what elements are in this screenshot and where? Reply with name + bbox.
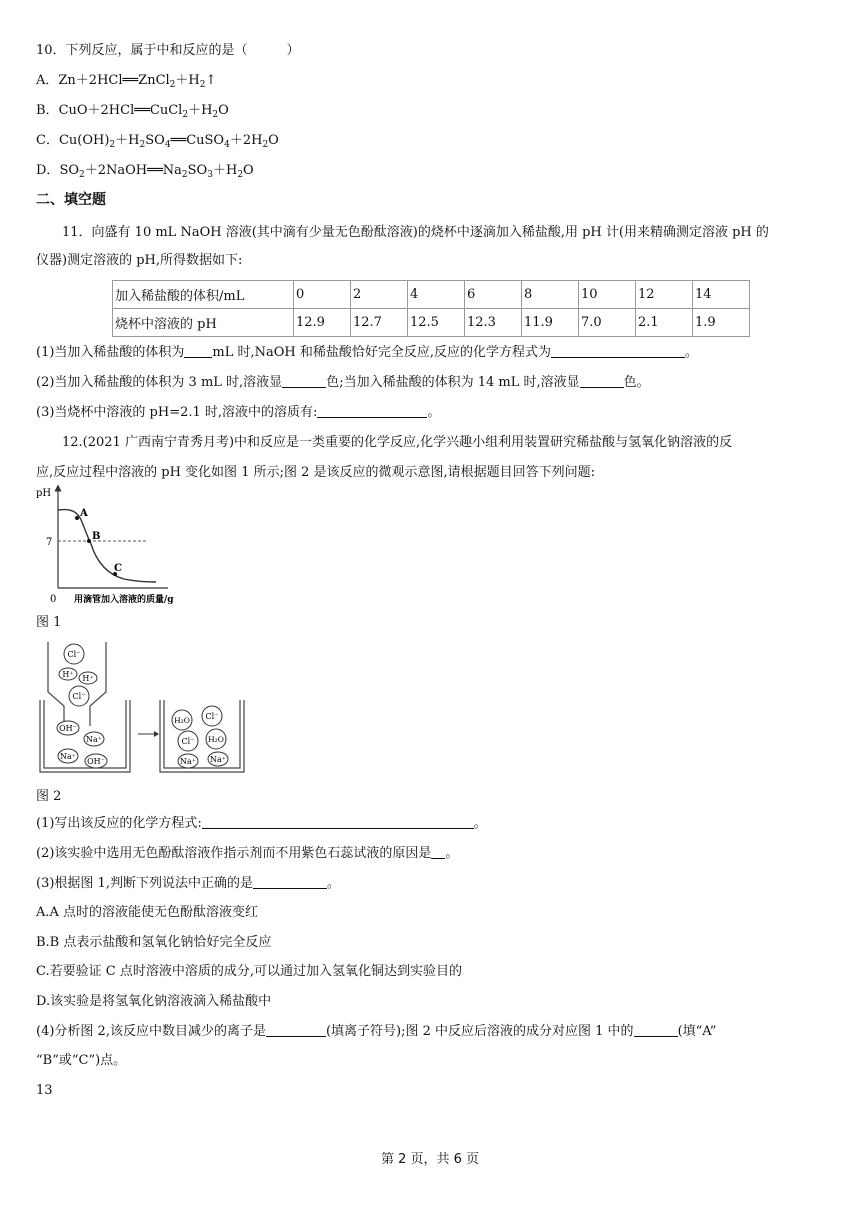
q10-option-b[interactable]: B．$CuO+2HCl══CuCl_2+H_2O$ [36,103,229,120]
answer-blank[interactable] [253,875,327,889]
arrow-head-icon [154,731,159,737]
table-row [113,309,750,337]
x-axis-label: 用滴管加入溶液的质量/g [74,595,174,605]
table-cell: 6 [465,281,522,309]
answer-blank[interactable] [184,344,212,358]
table-cell: 7.0 [579,309,636,337]
ion-particle [85,754,107,768]
ion-particle [69,686,89,706]
q12-part1: (1)写出该反应的化学方程式: 。 [36,816,487,831]
y-tick-7: 7 [46,537,53,548]
table-cell: 12.9 [294,309,351,337]
beaker-after [160,700,244,772]
q11-part1: (1)当加入稀盐酸的体积为 mL 时,NaOH 和稀盐酸恰好完全反应,反应的化学方程式为 。 [36,345,699,360]
svg-text:Cl⁻: Cl⁻ [181,737,195,746]
svg-text:H₂O: H₂O [208,735,224,744]
ion-particle [208,752,228,766]
ion-particle [57,721,79,735]
figure-1-ph-curve [34,482,204,608]
answer-blank[interactable] [282,374,326,388]
q12-stem-line2: 应,反应过程中溶液的 pH 变化如图 1 所示;图 2 是该反应的微观示意图,请根据题目回答下列问题: [36,465,596,480]
table-cell: 12.7 [351,309,408,337]
svg-text:OH⁻: OH⁻ [59,724,77,733]
table-cell: 2 [351,281,408,309]
q12-option-a[interactable]: A.A 点时的溶液能使无色酚酞溶液变红 [36,905,259,920]
svg-text:Cl⁻: Cl⁻ [67,650,81,659]
table-header-cell: 加入稀盐酸的体积/mL [113,281,294,309]
q10-option-c[interactable]: C．$Cu(OH)_2+H_2SO_4══CuSO_4+2H_2O$ [36,133,279,150]
svg-text:H⁺: H⁺ [62,670,74,679]
ion-particle [178,731,198,751]
ion-particle [202,706,222,726]
ion-particle [58,749,78,763]
answer-blank[interactable] [634,1023,678,1037]
point-b-label: B [92,531,101,542]
figure-2-caption: 图 2 [36,789,62,804]
table-cell: 1.9 [693,309,750,337]
answer-blank[interactable] [317,404,427,418]
q11-part3: (3)当烧杯中溶液的 pH=2.1 时,溶液中的溶质有: 。 [36,405,441,420]
q10-stem: 10．下列反应，属于中和反应的是（ ） [36,43,300,58]
svg-text:Na⁺: Na⁺ [210,755,226,764]
q11-stem-line2: 仪器)测定溶液的 pH,所得数据如下: [36,253,243,268]
table-cell: 11.9 [522,309,579,337]
answer-blank[interactable] [551,344,685,358]
table-cell: 12.3 [465,309,522,337]
q12-option-d[interactable]: D.该实验是将氢氧化钠溶液滴入稀盐酸中 [36,994,272,1009]
svg-text:Na⁺: Na⁺ [86,735,102,744]
figure-1-caption: 图 1 [36,615,62,630]
figure-2-micro-diagram [34,640,254,778]
q12-part2: (2)该实验中选用无色酚酞溶液作指示剂而不用紫色石蕊试液的原因是 。 [36,846,459,861]
q12-stem-line1: 12.(2021 广西南宁青秀月考)中和反应是一类重要的化学反应,化学兴趣小组利用装置研究稀盐酸与氢氧化钠溶液的反 [62,435,733,450]
y-axis-label: pH [36,488,52,499]
table-header-cell: 烧杯中溶液的 pH [113,309,294,337]
svg-text:Na⁺: Na⁺ [180,757,196,766]
table-cell: 10 [579,281,636,309]
svg-text:Na⁺: Na⁺ [60,752,76,761]
origin-label: 0 [50,594,57,605]
q11-part2: (2)当加入稀盐酸的体积为 3 mL 时,溶液显 色;当加入稀盐酸的体积为 14 mL 时,溶液显 色。 [36,375,650,390]
q10-option-d[interactable]: D．$SO_2+2NaOH══Na_2SO_3+H_2O$ [36,163,254,180]
ion-particle [206,729,226,749]
answer-blank[interactable] [266,1023,326,1037]
svg-text:Cl⁻: Cl⁻ [205,712,219,721]
q10-option-a[interactable]: A．$Zn+2HCl══ZnCl_2+H_2↑$ [36,73,217,90]
ion-particle [79,672,97,684]
svg-text:H⁺: H⁺ [82,674,94,683]
table-cell: 8 [522,281,579,309]
table-cell: 14 [693,281,750,309]
table-cell: 0 [294,281,351,309]
table-row [113,281,750,309]
ion-particle [59,668,77,680]
answer-blank[interactable] [580,374,624,388]
section-title: 二、填空题 [36,192,106,208]
q12-part3: (3)根据图 1,判断下列说法中正确的是 。 [36,876,340,891]
svg-text:H₂O: H₂O [174,716,190,725]
svg-text:OH⁻: OH⁻ [87,757,105,766]
q12-part4-line1: (4)分析图 2,该反应中数目减少的离子是 (填离子符号);图 2 中反应后溶液的成分对应图 1 中的 (填“A” [36,1024,717,1039]
point-c-label: C [114,563,122,574]
point-b-marker [87,539,91,543]
point-a-label: A [80,508,88,519]
q12-part4-line2: “B”或“C”)点。 [36,1053,127,1068]
q13-number: 13 [36,1083,53,1098]
ion-particle [84,732,104,746]
q12-option-b[interactable]: B.B 点表示盐酸和氢氧化钠恰好完全反应 [36,935,272,950]
table-cell: 4 [408,281,465,309]
table-cell: 12.5 [408,309,465,337]
table-cell: 12 [636,281,693,309]
q12-option-c[interactable]: C.若要验证 C 点时溶液中溶质的成分,可以通过加入氢氧化铜达到实验目的 [36,964,462,979]
ion-particle [172,710,192,730]
page-footer: 第 2 页，共 6 页 [380,1152,480,1167]
answer-blank[interactable] [202,815,474,829]
ion-particle [178,754,198,768]
ph-curve [58,510,156,583]
table-cell: 2.1 [636,309,693,337]
answer-blank[interactable] [431,845,445,859]
q11-stem-line1: 11．向盛有 10 mL NaOH 溶液(其中滴有少量无色酚酞溶液)的烧杯中逐滴加入稀盐酸,用 pH 计(用来精确测定溶液 pH 的 [62,225,769,240]
point-a-marker [75,516,79,520]
q11-data-table [112,280,750,337]
ion-particle [64,644,84,664]
svg-text:Cl⁻: Cl⁻ [72,692,86,701]
